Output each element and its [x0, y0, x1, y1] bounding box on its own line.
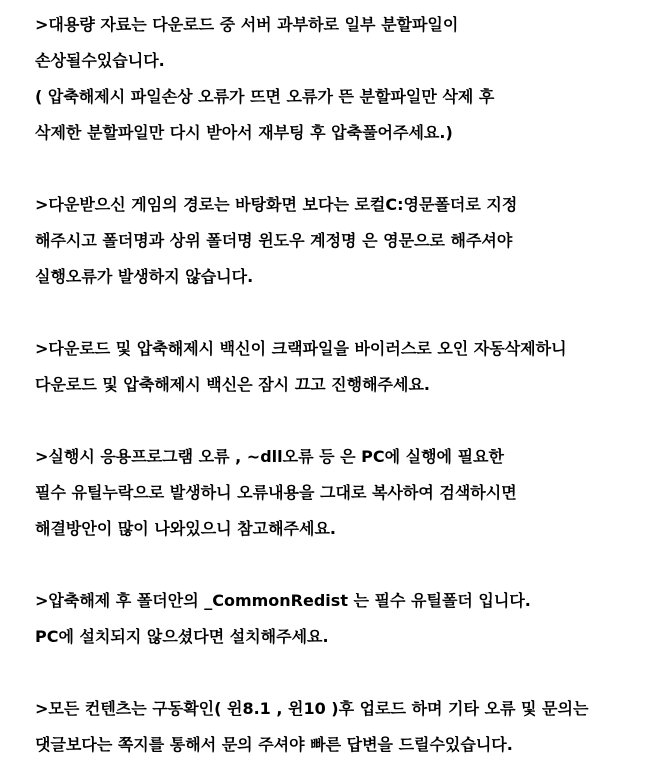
para4-line1: >실행시 응용프로그램 오류 , ~dll오류 등 은 PC에 실행에 필요한 [35, 447, 504, 466]
para2-line1: >다운받으신 게임의 경로는 바탕화면 보다는 로컬C:영문폴더로 지정 [35, 195, 518, 214]
para1-line1: >대용량 자료는 다운로드 중 서버 과부하로 일부 분할파일이 [35, 15, 459, 34]
para1-line4: 삭제한 분할파일만 다시 받아서 재부팅 후 압축풀어주세요.) [35, 123, 453, 142]
para6-line2: 댓글보다는 쪽지를 통해서 문의 주셔야 빠른 답변을 드릴수있습니다. [35, 735, 513, 754]
para1-line3: ( 압축해제시 파일손상 오류가 뜨면 오류가 뜬 분할파일만 삭제 후 [35, 87, 495, 106]
para2-line3: 실행오류가 발생하지 않습니다. [35, 267, 254, 286]
para4-line3: 해결방안이 많이 나와있으니 참고해주세요. [35, 519, 336, 538]
para5-line2: PC에 설치되지 않으셨다면 설치해주세요. [35, 627, 329, 646]
para1-line2: 손상될수있습니다. [35, 51, 165, 70]
para2-line2: 해주시고 폴더명과 상위 폴더명 윈도우 계정명 은 영문으로 해주셔야 [35, 231, 513, 250]
para3-line1: >다운로드 및 압축해제시 백신이 크랙파일을 바이러스로 오인 자동삭제하니 [35, 339, 567, 358]
para3-line2: 다운로드 및 압축해제시 백신은 잠시 끄고 진행해주세요. [35, 375, 430, 394]
para4-line2: 필수 유틸누락으로 발생하니 오류내용을 그대로 복사하여 검색하시면 [35, 483, 517, 502]
para5-line1: >압축해제 후 폴더안의 _CommonRedist 는 필수 유틸폴더 입니다. [35, 591, 531, 610]
para6-line1: >모든 컨텐츠는 구동확인( 윈8.1 , 윈10 )후 업로드 하며 기타 오류 및 문의는 [35, 699, 589, 718]
